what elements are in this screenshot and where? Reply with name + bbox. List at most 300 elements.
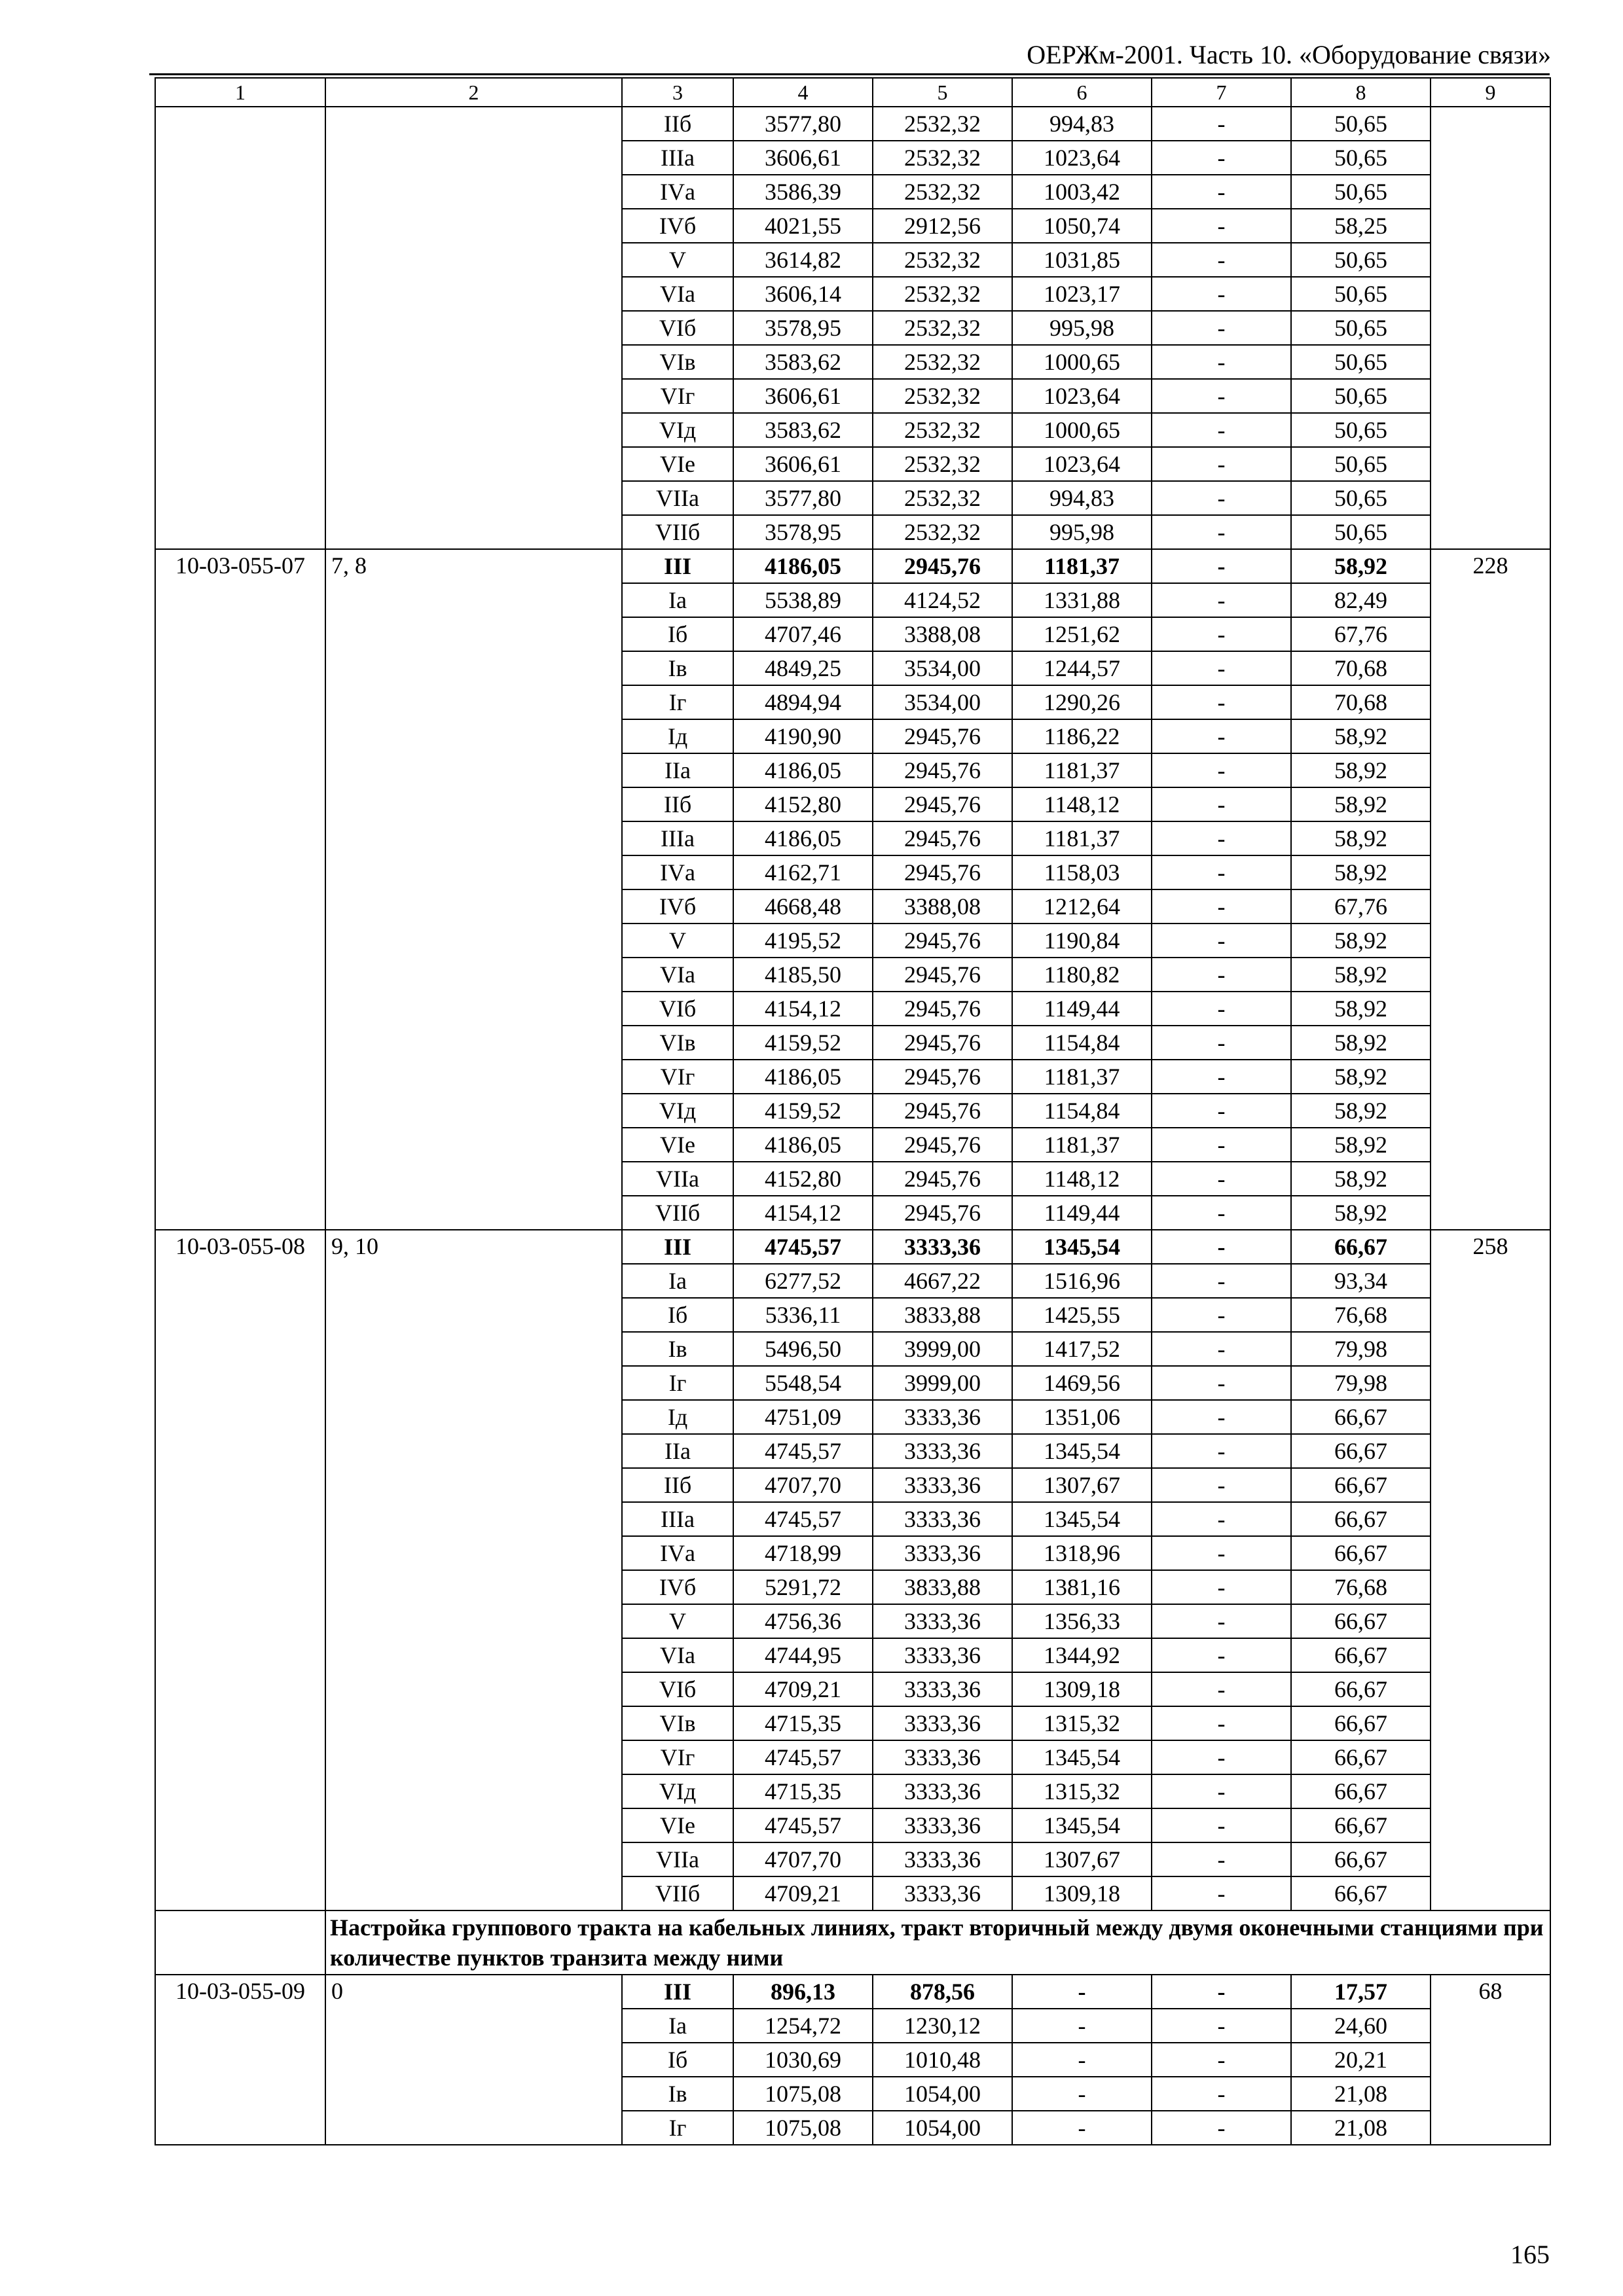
machine-cost: 1023,64: [1012, 379, 1152, 413]
labor-hours: 58,92: [1291, 1094, 1431, 1128]
machine-cost: 1180,82: [1012, 958, 1152, 992]
material-cost: -: [1152, 1706, 1291, 1740]
section-spacer: [155, 1910, 325, 1975]
material-cost: -: [1152, 1060, 1291, 1094]
material-cost: -: [1152, 1400, 1291, 1434]
labor-cost: 2945,76: [873, 1196, 1012, 1230]
rate-category: IIб: [622, 787, 733, 821]
total-cost: 1075,08: [733, 2077, 873, 2111]
rate-category: VIб: [622, 992, 733, 1026]
rate-code: 10-03-055-09: [155, 1975, 325, 2145]
labor-cost: 2945,76: [873, 1128, 1012, 1162]
labor-hours: 50,65: [1291, 515, 1431, 549]
machine-cost: 1345,54: [1012, 1502, 1152, 1536]
labor-hours: 20,21: [1291, 2043, 1431, 2077]
material-cost: -: [1152, 651, 1291, 685]
machine-cost: 994,83: [1012, 481, 1152, 515]
total-cost: 4745,57: [733, 1434, 873, 1468]
rate-category: Iа: [622, 2009, 733, 2043]
material-cost: -: [1152, 413, 1291, 447]
section-row: [155, 1910, 1550, 1975]
total-cost: 3583,62: [733, 413, 873, 447]
labor-cost: 3333,36: [873, 1434, 1012, 1468]
total-cost: 4154,12: [733, 1196, 873, 1230]
total-cost: 4709,21: [733, 1876, 873, 1910]
material-cost: -: [1152, 1808, 1291, 1842]
total-cost: 5291,72: [733, 1570, 873, 1604]
rate-category: Iг: [622, 685, 733, 719]
total-cost: 4186,05: [733, 1128, 873, 1162]
labor-cost: 2532,32: [873, 107, 1012, 141]
labor-hours: 66,67: [1291, 1876, 1431, 1910]
material-cost: -: [1152, 1570, 1291, 1604]
total-cost: 4190,90: [733, 719, 873, 753]
machine-cost: 1186,22: [1012, 719, 1152, 753]
material-cost: -: [1152, 719, 1291, 753]
material-cost: -: [1152, 107, 1291, 141]
labor-cost: 2532,32: [873, 515, 1012, 549]
material-cost: -: [1152, 787, 1291, 821]
machine-cost: 1181,37: [1012, 821, 1152, 855]
machine-cost: 1181,37: [1012, 549, 1152, 583]
rate-category: III: [622, 1975, 733, 2009]
labor-hours: 50,65: [1291, 311, 1431, 345]
material-cost: -: [1152, 2111, 1291, 2145]
labor-hours: 58,25: [1291, 209, 1431, 243]
machine-cost: 1331,88: [1012, 583, 1152, 617]
material-cost: -: [1152, 2009, 1291, 2043]
rate-category: VIа: [622, 958, 733, 992]
labor-hours: 67,76: [1291, 889, 1431, 924]
rate-category: Iд: [622, 1400, 733, 1434]
labor-cost: 3333,36: [873, 1604, 1012, 1638]
labor-hours: 58,92: [1291, 855, 1431, 889]
labor-hours: 93,34: [1291, 1264, 1431, 1298]
rate-category: VIIб: [622, 515, 733, 549]
material-cost: -: [1152, 753, 1291, 787]
labor-cost: 1230,12: [873, 2009, 1012, 2043]
labor-hours: 58,92: [1291, 787, 1431, 821]
machine-cost: 1148,12: [1012, 787, 1152, 821]
total-cost: 4152,80: [733, 1162, 873, 1196]
rate-category: IVб: [622, 1570, 733, 1604]
rate-category: Iа: [622, 1264, 733, 1298]
labor-cost: 2532,32: [873, 345, 1012, 379]
labor-hours: 50,65: [1291, 481, 1431, 515]
machine-cost: -: [1012, 2009, 1152, 2043]
total-cost: 5538,89: [733, 583, 873, 617]
machine-cost: 1417,52: [1012, 1332, 1152, 1366]
rate-category: Iб: [622, 617, 733, 651]
column-number: 5: [873, 78, 1012, 107]
machine-cost: 1149,44: [1012, 992, 1152, 1026]
machine-cost: 1181,37: [1012, 753, 1152, 787]
labor-cost: 3333,36: [873, 1230, 1012, 1264]
column-number: 8: [1291, 78, 1431, 107]
machine-cost: 1318,96: [1012, 1536, 1152, 1570]
total-cost: 4186,05: [733, 753, 873, 787]
labor-cost: 2945,76: [873, 787, 1012, 821]
labor-cost: 878,56: [873, 1975, 1012, 2009]
labor-hours: 58,92: [1291, 549, 1431, 583]
labor-hours: 66,67: [1291, 1230, 1431, 1264]
rate-unit-count: 68: [1431, 1975, 1550, 2145]
rate-category: Iд: [622, 719, 733, 753]
total-cost: 4186,05: [733, 1060, 873, 1094]
labor-hours: 50,65: [1291, 413, 1431, 447]
machine-cost: 1356,33: [1012, 1604, 1152, 1638]
total-cost: 4715,35: [733, 1774, 873, 1808]
labor-cost: 3333,36: [873, 1774, 1012, 1808]
labor-cost: 2532,32: [873, 481, 1012, 515]
column-number: 1: [155, 78, 325, 107]
material-cost: -: [1152, 1536, 1291, 1570]
total-cost: 1030,69: [733, 2043, 873, 2077]
labor-cost: 3333,36: [873, 1706, 1012, 1740]
rate-category: V: [622, 924, 733, 958]
total-cost: 4744,95: [733, 1638, 873, 1672]
rate-category: Iг: [622, 1366, 733, 1400]
labor-cost: 2532,32: [873, 175, 1012, 209]
rate-category: IVа: [622, 175, 733, 209]
rate-category: VIе: [622, 1128, 733, 1162]
total-cost: 4709,21: [733, 1672, 873, 1706]
material-cost: -: [1152, 1876, 1291, 1910]
labor-hours: 66,67: [1291, 1638, 1431, 1672]
material-cost: -: [1152, 2077, 1291, 2111]
labor-hours: 66,67: [1291, 1434, 1431, 1468]
rate-category: IIIа: [622, 1502, 733, 1536]
rate-category: Iб: [622, 1298, 733, 1332]
labor-hours: 21,08: [1291, 2077, 1431, 2111]
labor-cost: 2945,76: [873, 1094, 1012, 1128]
rate-category: VIг: [622, 1060, 733, 1094]
labor-cost: 3534,00: [873, 651, 1012, 685]
machine-cost: 1148,12: [1012, 1162, 1152, 1196]
material-cost: -: [1152, 549, 1291, 583]
machine-cost: -: [1012, 1975, 1152, 2009]
labor-hours: 66,67: [1291, 1842, 1431, 1876]
machine-cost: 1031,85: [1012, 243, 1152, 277]
labor-cost: 3833,88: [873, 1298, 1012, 1332]
material-cost: -: [1152, 855, 1291, 889]
column-number-row: [155, 78, 1550, 107]
labor-hours: 50,65: [1291, 277, 1431, 311]
labor-hours: 50,65: [1291, 243, 1431, 277]
rate-category: VIа: [622, 277, 733, 311]
rate-category: VIв: [622, 1706, 733, 1740]
total-cost: 4849,25: [733, 651, 873, 685]
labor-cost: 2945,76: [873, 719, 1012, 753]
labor-hours: 58,92: [1291, 1128, 1431, 1162]
total-cost: 5336,11: [733, 1298, 873, 1332]
labor-cost: 3388,08: [873, 617, 1012, 651]
material-cost: -: [1152, 583, 1291, 617]
machine-cost: 1003,42: [1012, 175, 1152, 209]
material-cost: -: [1152, 1094, 1291, 1128]
material-cost: -: [1152, 1332, 1291, 1366]
column-number: 6: [1012, 78, 1152, 107]
total-cost: 3606,61: [733, 141, 873, 175]
labor-cost: 3333,36: [873, 1400, 1012, 1434]
machine-cost: 994,83: [1012, 107, 1152, 141]
rate-category: VIа: [622, 1638, 733, 1672]
labor-hours: 58,92: [1291, 1196, 1431, 1230]
material-cost: -: [1152, 141, 1291, 175]
labor-cost: 3333,36: [873, 1638, 1012, 1672]
machine-cost: 1000,65: [1012, 345, 1152, 379]
machine-cost: 1181,37: [1012, 1060, 1152, 1094]
total-cost: 3606,14: [733, 277, 873, 311]
rate-category: IIа: [622, 1434, 733, 1468]
rate-category: IIб: [622, 107, 733, 141]
machine-cost: 995,98: [1012, 311, 1152, 345]
labor-hours: 66,67: [1291, 1536, 1431, 1570]
machine-cost: 1345,54: [1012, 1230, 1152, 1264]
labor-cost: 1054,00: [873, 2077, 1012, 2111]
total-cost: 3606,61: [733, 379, 873, 413]
labor-cost: 3333,36: [873, 1740, 1012, 1774]
rate-unit-count: 258: [1431, 1230, 1550, 1910]
material-cost: -: [1152, 1128, 1291, 1162]
labor-cost: 1010,48: [873, 2043, 1012, 2077]
labor-hours: 50,65: [1291, 379, 1431, 413]
machine-cost: 1000,65: [1012, 413, 1152, 447]
rate-category: VIв: [622, 1026, 733, 1060]
machine-cost: 1425,55: [1012, 1298, 1152, 1332]
labor-cost: 2945,76: [873, 549, 1012, 583]
rate-code: [155, 107, 325, 549]
section-title: Настройка группового тракта на кабельных линиях, тракт вторичный между двумя оконечными станциями при количестве пунктов транзита между ними: [325, 1910, 1550, 1975]
material-cost: -: [1152, 209, 1291, 243]
rate-category: III: [622, 1230, 733, 1264]
total-cost: 4021,55: [733, 209, 873, 243]
machine-cost: 1149,44: [1012, 1196, 1152, 1230]
total-cost: 6277,52: [733, 1264, 873, 1298]
rate-note: [325, 107, 622, 549]
rate-category: VIд: [622, 1774, 733, 1808]
total-cost: 4745,57: [733, 1808, 873, 1842]
rate-category: VIг: [622, 379, 733, 413]
labor-hours: 58,92: [1291, 753, 1431, 787]
material-cost: -: [1152, 2043, 1291, 2077]
rates-table: [155, 77, 1551, 2145]
labor-cost: 3388,08: [873, 889, 1012, 924]
machine-cost: 1351,06: [1012, 1400, 1152, 1434]
total-cost: 4718,99: [733, 1536, 873, 1570]
labor-hours: 58,92: [1291, 992, 1431, 1026]
labor-hours: 70,68: [1291, 651, 1431, 685]
rates-table-body: [155, 78, 1550, 2145]
rate-category: IVа: [622, 855, 733, 889]
total-cost: 4668,48: [733, 889, 873, 924]
machine-cost: 1345,54: [1012, 1808, 1152, 1842]
material-cost: -: [1152, 1638, 1291, 1672]
machine-cost: 1050,74: [1012, 209, 1152, 243]
total-cost: 5496,50: [733, 1332, 873, 1366]
machine-cost: 1158,03: [1012, 855, 1152, 889]
machine-cost: -: [1012, 2111, 1152, 2145]
labor-hours: 66,67: [1291, 1808, 1431, 1842]
material-cost: -: [1152, 1740, 1291, 1774]
labor-hours: 66,67: [1291, 1502, 1431, 1536]
material-cost: -: [1152, 243, 1291, 277]
machine-cost: -: [1012, 2043, 1152, 2077]
labor-cost: 3534,00: [873, 685, 1012, 719]
labor-cost: 2532,32: [873, 447, 1012, 481]
material-cost: -: [1152, 1264, 1291, 1298]
machine-cost: 1516,96: [1012, 1264, 1152, 1298]
labor-cost: 3999,00: [873, 1332, 1012, 1366]
labor-hours: 58,92: [1291, 1026, 1431, 1060]
labor-cost: 3333,36: [873, 1842, 1012, 1876]
labor-cost: 2945,76: [873, 924, 1012, 958]
labor-hours: 66,67: [1291, 1740, 1431, 1774]
labor-cost: 2945,76: [873, 821, 1012, 855]
material-cost: -: [1152, 175, 1291, 209]
labor-hours: 76,68: [1291, 1570, 1431, 1604]
material-cost: -: [1152, 1975, 1291, 2009]
labor-cost: 3833,88: [873, 1570, 1012, 1604]
rate-category: VIб: [622, 311, 733, 345]
labor-cost: 3333,36: [873, 1808, 1012, 1842]
total-cost: 4751,09: [733, 1400, 873, 1434]
total-cost: 3577,80: [733, 107, 873, 141]
rate-category: VIIб: [622, 1876, 733, 1910]
material-cost: -: [1152, 379, 1291, 413]
labor-hours: 66,67: [1291, 1468, 1431, 1502]
labor-hours: 66,67: [1291, 1400, 1431, 1434]
rate-category: VIв: [622, 345, 733, 379]
material-cost: -: [1152, 992, 1291, 1026]
material-cost: -: [1152, 1842, 1291, 1876]
machine-cost: 1251,62: [1012, 617, 1152, 651]
labor-hours: 66,67: [1291, 1706, 1431, 1740]
material-cost: -: [1152, 277, 1291, 311]
total-cost: 4186,05: [733, 549, 873, 583]
rate-note: 7, 8: [325, 549, 622, 1230]
machine-cost: 1190,84: [1012, 924, 1152, 958]
machine-cost: 1315,32: [1012, 1706, 1152, 1740]
total-cost: 896,13: [733, 1975, 873, 2009]
labor-hours: 50,65: [1291, 141, 1431, 175]
labor-cost: 1054,00: [873, 2111, 1012, 2145]
labor-cost: 2532,32: [873, 379, 1012, 413]
total-cost: 4707,70: [733, 1842, 873, 1876]
material-cost: -: [1152, 1230, 1291, 1264]
labor-cost: 2532,32: [873, 243, 1012, 277]
labor-cost: 2945,76: [873, 1026, 1012, 1060]
machine-cost: -: [1012, 2077, 1152, 2111]
labor-cost: 2945,76: [873, 1060, 1012, 1094]
material-cost: -: [1152, 447, 1291, 481]
material-cost: -: [1152, 958, 1291, 992]
machine-cost: 1244,57: [1012, 651, 1152, 685]
total-cost: 4745,57: [733, 1230, 873, 1264]
rate-note: 0: [325, 1975, 622, 2145]
rate-category: IIб: [622, 1468, 733, 1502]
machine-cost: 1023,64: [1012, 141, 1152, 175]
labor-cost: 3333,36: [873, 1502, 1012, 1536]
rate-category: VIб: [622, 1672, 733, 1706]
rate-category: IVа: [622, 1536, 733, 1570]
total-cost: 3578,95: [733, 311, 873, 345]
machine-cost: 995,98: [1012, 515, 1152, 549]
rate-category: VIе: [622, 1808, 733, 1842]
labor-hours: 79,98: [1291, 1332, 1431, 1366]
labor-hours: 66,67: [1291, 1774, 1431, 1808]
material-cost: -: [1152, 311, 1291, 345]
material-cost: -: [1152, 1502, 1291, 1536]
material-cost: -: [1152, 1162, 1291, 1196]
material-cost: -: [1152, 1604, 1291, 1638]
rate-category: Iв: [622, 1332, 733, 1366]
labor-hours: 79,98: [1291, 1366, 1431, 1400]
column-number: 7: [1152, 78, 1291, 107]
machine-cost: 1212,64: [1012, 889, 1152, 924]
total-cost: 3583,62: [733, 345, 873, 379]
rate-category: Iг: [622, 2111, 733, 2145]
rate-category: V: [622, 243, 733, 277]
rate-category: Iа: [622, 583, 733, 617]
labor-cost: 2912,56: [873, 209, 1012, 243]
material-cost: -: [1152, 889, 1291, 924]
machine-cost: 1381,16: [1012, 1570, 1152, 1604]
material-cost: -: [1152, 1298, 1291, 1332]
labor-hours: 58,92: [1291, 1162, 1431, 1196]
table-row: [155, 1975, 1550, 2009]
rate-category: IVб: [622, 889, 733, 924]
material-cost: -: [1152, 924, 1291, 958]
rate-category: VIг: [622, 1740, 733, 1774]
machine-cost: 1344,92: [1012, 1638, 1152, 1672]
labor-cost: 3333,36: [873, 1876, 1012, 1910]
labor-hours: 67,76: [1291, 617, 1431, 651]
labor-hours: 50,65: [1291, 345, 1431, 379]
rate-category: V: [622, 1604, 733, 1638]
material-cost: -: [1152, 345, 1291, 379]
rate-note: 9, 10: [325, 1230, 622, 1910]
material-cost: -: [1152, 685, 1291, 719]
rate-category: Iв: [622, 651, 733, 685]
labor-cost: 2945,76: [873, 958, 1012, 992]
total-cost: 4707,70: [733, 1468, 873, 1502]
total-cost: 4154,12: [733, 992, 873, 1026]
total-cost: 3578,95: [733, 515, 873, 549]
labor-cost: 2945,76: [873, 753, 1012, 787]
machine-cost: 1309,18: [1012, 1876, 1152, 1910]
labor-hours: 76,68: [1291, 1298, 1431, 1332]
labor-cost: 3333,36: [873, 1536, 1012, 1570]
machine-cost: 1023,64: [1012, 447, 1152, 481]
table-row: [155, 549, 1550, 583]
rate-category: VIIа: [622, 481, 733, 515]
total-cost: 4745,57: [733, 1740, 873, 1774]
labor-cost: 2945,76: [873, 855, 1012, 889]
labor-hours: 66,67: [1291, 1672, 1431, 1706]
total-cost: 4186,05: [733, 821, 873, 855]
material-cost: -: [1152, 1434, 1291, 1468]
rate-category: IIа: [622, 753, 733, 787]
total-cost: 4745,57: [733, 1502, 873, 1536]
rate-unit-count: [1431, 107, 1550, 549]
machine-cost: 1023,17: [1012, 277, 1152, 311]
column-number: 2: [325, 78, 622, 107]
table-row: [155, 107, 1550, 141]
labor-hours: 50,65: [1291, 447, 1431, 481]
machine-cost: 1154,84: [1012, 1026, 1152, 1060]
material-cost: -: [1152, 515, 1291, 549]
